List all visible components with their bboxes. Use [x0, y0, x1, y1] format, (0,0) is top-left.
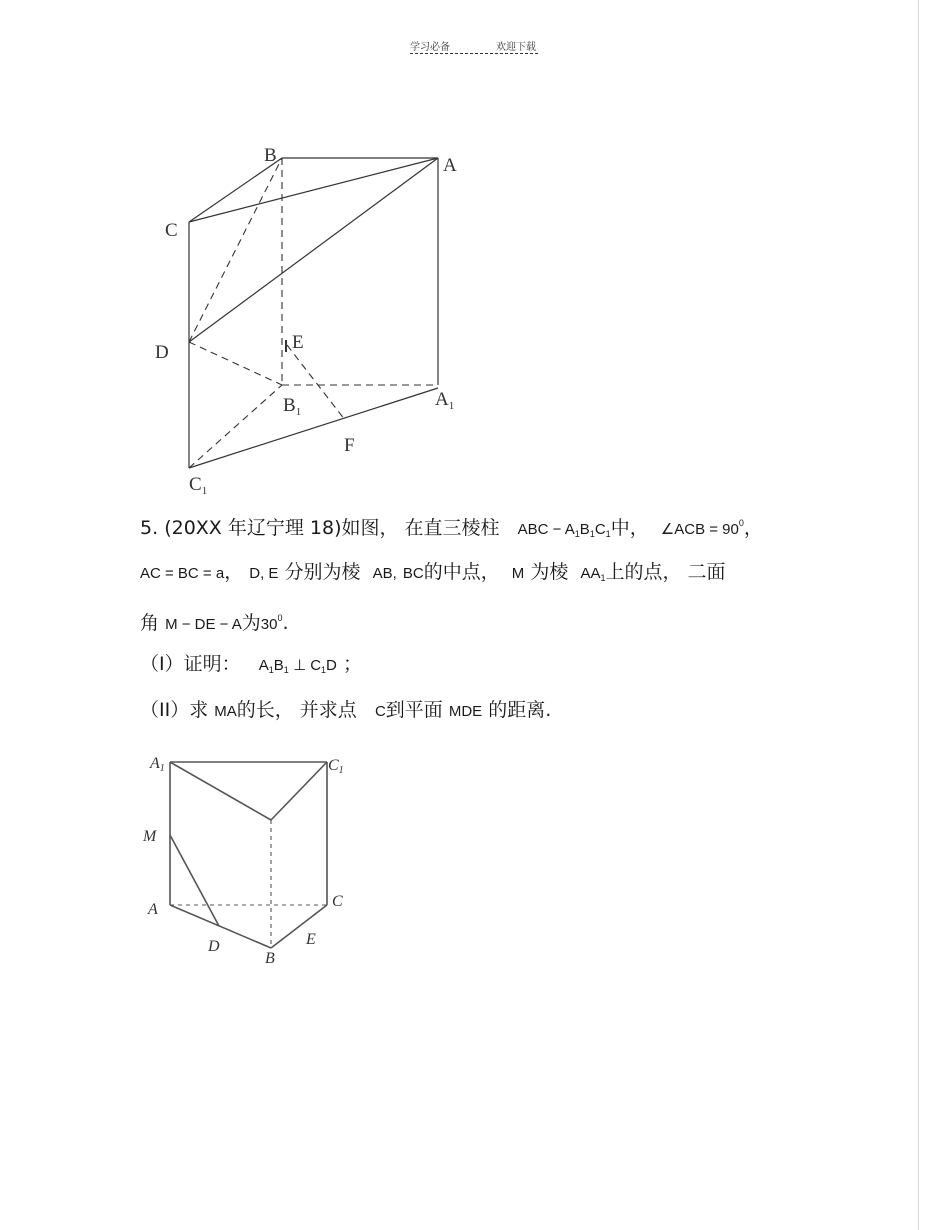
problem-text: 为棱 [530, 561, 569, 583]
part-2-label: （II）求 [140, 699, 209, 721]
part-1 [140, 652, 362, 682]
problem-text: 分别为棱 [284, 561, 361, 583]
equation-ac-bc: AC = BC = a [140, 565, 225, 582]
label-C: C [165, 220, 178, 241]
header-left: 学习必备 [410, 42, 450, 53]
label-B: B [265, 950, 275, 967]
dihedral-angle: M − DE − A [165, 616, 242, 633]
problem-text: ， [224, 561, 250, 583]
problem-source: (20XX 年辽宁理 18) [164, 517, 342, 539]
label-B: B [264, 145, 277, 166]
problem-text: ， [743, 517, 763, 539]
figure-2-prism [135, 745, 355, 970]
label-C: C [332, 893, 343, 910]
label-C1: C1 [328, 757, 344, 776]
label-M: M [143, 828, 157, 845]
problem-text: 角 [140, 612, 160, 634]
label-E: E [306, 931, 316, 948]
problem-text: 的距离. [488, 699, 552, 721]
edge-DA [189, 158, 438, 342]
problem-text: ； [342, 653, 362, 675]
edge-DB-dashed [189, 158, 282, 342]
edge-C1A1 [189, 388, 438, 468]
edge-CA [189, 158, 438, 222]
edge-CB [189, 158, 282, 222]
prism-notation: ABC − $A_1B_1C_1$ [517, 521, 611, 539]
label-A1: $A_1$ [435, 389, 455, 412]
label-B1: $B_1$ [283, 395, 302, 418]
label-F: F [344, 435, 355, 456]
problem-text: . [282, 612, 289, 634]
problem-text: 的长， 并求点 [236, 699, 357, 721]
label-E: E [292, 332, 304, 353]
edge-AB [170, 905, 271, 948]
edge-bc: BC [402, 565, 424, 582]
label-D: D [155, 342, 169, 363]
point-m: M [511, 565, 525, 582]
plane-mde: MDE [448, 703, 483, 720]
segment-ma: MA [214, 703, 237, 720]
header-right: 欢迎下载 [496, 42, 536, 53]
problem-text: 的中点， [423, 561, 506, 583]
header-rule [410, 53, 538, 54]
part-1-expression: $A_1B_1$ ⊥ $C_1D$ [258, 657, 337, 675]
problem-line-1 [140, 511, 763, 546]
points-d-e: D, E [249, 565, 279, 582]
problem-number: 5. [140, 517, 159, 539]
problem-text: 中， [610, 517, 649, 539]
label-C1: $C_1$ [189, 474, 208, 495]
problem-text: 为 [241, 612, 261, 634]
part-2 [140, 698, 551, 724]
edge-MD [170, 835, 219, 926]
edge-DB1-dashed [189, 342, 282, 385]
label-A: A [148, 901, 158, 918]
edge-aa1: $AA_1$ [580, 565, 606, 583]
edge-ab: AB, [372, 565, 397, 582]
problem-text: 到平面 [385, 699, 443, 721]
problem-text: 上的点， 二面 [605, 561, 726, 583]
label-D: D [208, 938, 220, 955]
label-A1: A1 [150, 755, 165, 774]
label-A: A [443, 155, 457, 176]
page-edge [918, 0, 919, 1230]
part-1-label: （I）证明： [140, 653, 241, 675]
edge-C1-to-B1 [271, 762, 327, 820]
problem-text: 如图， 在直三棱柱 [341, 517, 500, 539]
edge-CB [271, 905, 327, 948]
angle-value: $30^0$ [260, 613, 283, 633]
problem-line-3 [140, 606, 289, 637]
edge-A1-to-B1 [170, 762, 271, 820]
figure-1-prism [140, 135, 480, 495]
edge-C1B1-dashed [189, 385, 282, 468]
angle-acb: ∠ACB = $90^0$ [660, 518, 744, 538]
point-c: C [374, 703, 386, 720]
problem-line-2 [140, 560, 726, 590]
